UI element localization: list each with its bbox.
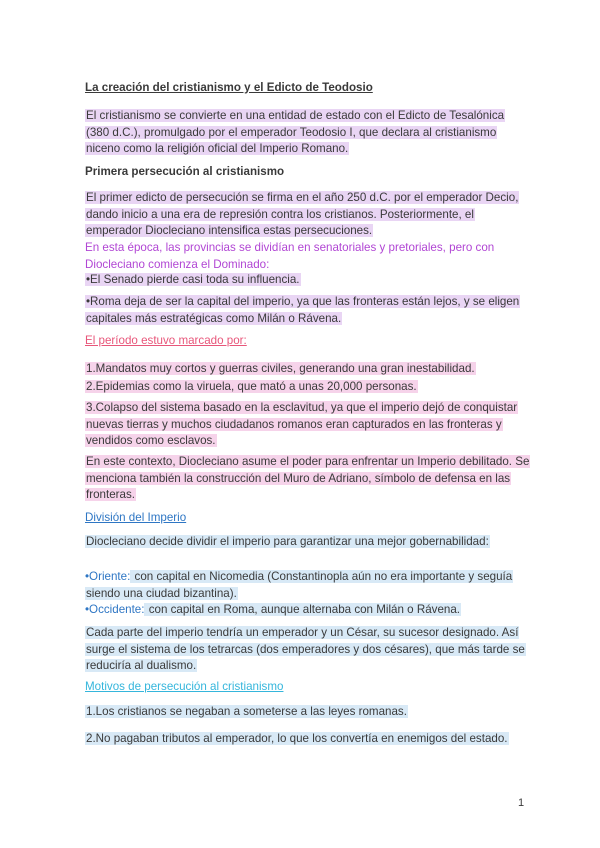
bullet-roma: •Roma deja de ser la capital del imperio, ya que las fronteras están lejos, y se eligen capitales más estratégicas como Milán o Rávena.: [86, 295, 520, 325]
division-intro: Diocleciano decide dividir el imperio para garantizar una mejor gobernabilidad:: [86, 535, 489, 548]
bullet-oriente: •Oriente: con capital en Nicomedia (Constantinopla aún no era importante y seguía siendo una ciudad bizantina).: [85, 570, 513, 600]
intro-paragraph: El cristianismo se convierte en una entidad de estado con el Edicto de Tesalónica (380 d.C.), promulgado por el emperador Teodosio I, que declara al cristianismo niceno como la religión oficial del Imperio Romano.: [86, 109, 505, 155]
section-heading-motives: Motivos de persecución al cristianismo: [85, 680, 284, 693]
section-heading-first-persecution: Primera persecución al cristianismo: [85, 165, 285, 178]
tetrarchy-paragraph: Cada parte del imperio tendría un emperador y un César, su sucesor designado. Así surge el sistema de los tetrarcas (dos emperadores y dos césares), que más tarde se reduciría al dualismo.: [86, 626, 525, 672]
list-item-colapso: 3.Colapso del sistema basado en la esclavitud, ya que el imperio dejó de conquistar nuevas tierras y muchos ciudadanos romanos eran capturados en las fronteras y vendidos como esclavos.: [86, 401, 518, 447]
motive-item-laws: 1.Los cristianos se negaban a someterse a las leyes romanas.: [86, 705, 407, 718]
persecution-paragraph: El primer edicto de persecución se firma en el año 250 d.C. por el emperador Decio, dando inicio a una era de represión contra los cristianos. Posteriormente, el emperador Diocleciano intensifica estas persecuciones.: [86, 191, 519, 237]
bullet-senado: •El Senado pierde casi toda su influencia.: [86, 273, 300, 286]
page-number: 1: [518, 797, 525, 809]
context-paragraph: En este contexto, Diocleciano asume el poder para enfrentar un Imperio debilitado. Se menciona también la construcción del Muro de Adriano, símbolo de defensa en las fronteras.: [86, 455, 530, 501]
section-heading-period: El período estuvo marcado por:: [85, 334, 247, 347]
document-title: La creación del cristianismo y el Edicto de Teodosio: [85, 81, 373, 94]
section-heading-division: División del Imperio: [85, 511, 187, 524]
list-item-epidemias: 2.Epidemias como la viruela, que mató a unas 20,000 personas.: [86, 380, 417, 393]
provinces-paragraph: En esta época, las provincias se dividían en senatoriales y pretoriales, pero con Diocleciano comienza el Dominado:: [85, 241, 495, 271]
motive-item-tributes: 2.No pagaban tributos al emperador, lo que los convertía en enemigos del estado.: [86, 732, 508, 745]
list-item-mandatos: 1.Mandatos muy cortos y guerras civiles, generando una gran inestabilidad.: [86, 362, 475, 375]
bullet-occidente: •Occidente: con capital en Roma, aunque alternaba con Milán o Rávena.: [85, 603, 461, 616]
